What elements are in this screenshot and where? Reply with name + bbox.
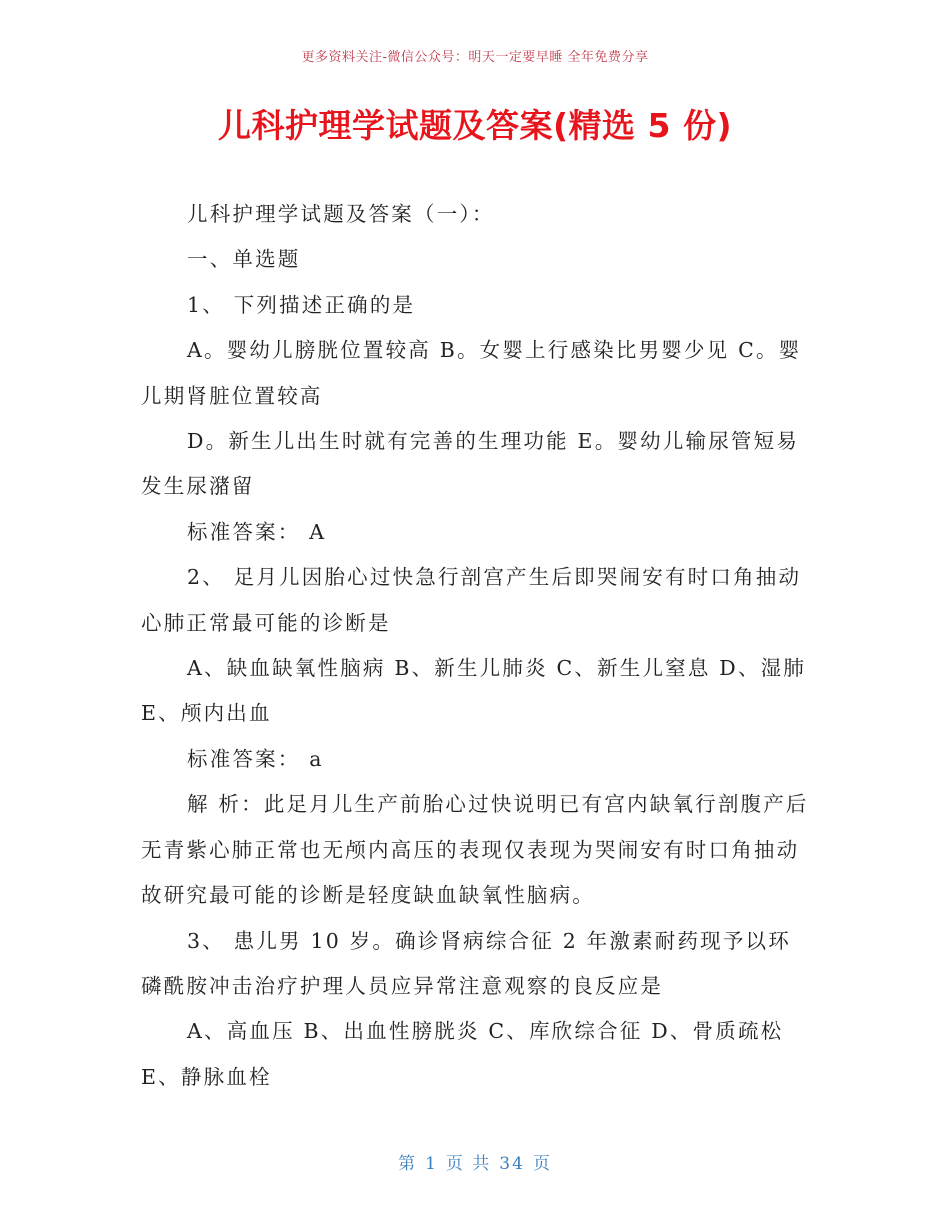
document-body — [141, 192, 809, 1100]
total-pages: 34 — [499, 1154, 525, 1174]
question-options: A、缺血缺氧性脑病 B、新生儿肺炎 C、新生儿窒息 D、湿肺 E、颅内出血 — [141, 656, 807, 726]
question-options: A。婴幼儿膀胱位置较高 B。女婴上行感染比男婴少见 C。婴儿期肾脏位置较高 — [141, 338, 802, 408]
section-title: 儿科护理学试题及答案（一）： — [187, 202, 495, 226]
question-analysis: 解 析：此足月儿生产前胎心过快说明已有宫内缺氧行剖腹产后无青紫心肺正常也无颅内高压的表现仅表现为哭闹安有时口角抽动故研究最可能的诊断是轻度缺血缺氧性脑病。 — [141, 792, 809, 908]
question-options: D。新生儿出生时就有完善的生理功能 E。婴幼儿输尿管短易发生尿潴留 — [141, 429, 800, 499]
question-stem: 1、 下列描述正确的是 — [187, 292, 416, 317]
question-options: A、高血压 B、出血性膀胱炎 C、库欣综合征 D、骨质疏松 E、静脉血栓 — [141, 1019, 784, 1089]
page-suffix: 页 — [532, 1154, 552, 1174]
header-promo-note: 更多资料关注-微信公众号：明天一定要早睡 全年免费分享 — [301, 50, 649, 65]
current-page-number: 1 — [425, 1154, 438, 1174]
question-answer: 标准答案： a — [187, 746, 324, 771]
page-footer — [0, 1149, 950, 1174]
page-prefix: 第 — [398, 1154, 418, 1174]
document-title: 儿科护理学试题及答案(精选 5 份) — [217, 106, 733, 145]
question-stem: 3、 患儿男 10 岁。确诊肾病综合征 2 年激素耐药现予以环磷酰胺冲击治疗护理人员应异常注意观察的良反应是 — [141, 928, 791, 998]
question-stem: 2、 足月儿因胎心过快急行剖宫产生后即哭闹安有时口角抽动心肺正常最可能的诊断是 — [141, 565, 802, 635]
page-mid-text: 页 共 — [445, 1154, 492, 1174]
part-heading: 一、单选题 — [187, 247, 301, 272]
question-answer: 标准答案： A — [187, 519, 327, 544]
